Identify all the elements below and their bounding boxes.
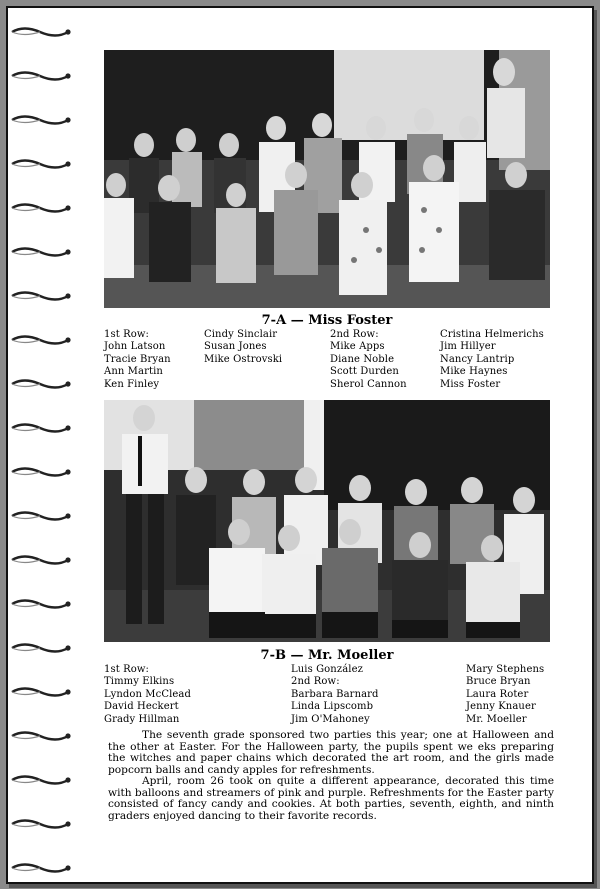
spiral-ring-icon [10, 334, 72, 346]
class-photo-7a [104, 50, 550, 308]
name-entry: Barbara Barnard [291, 688, 379, 700]
spiral-ring-icon [10, 774, 72, 786]
name-entry: Tracie Bryan [104, 353, 171, 365]
name-entry: 2nd Row: [330, 329, 379, 340]
name-entry: 1st Row: [104, 664, 149, 675]
name-entry: David Heckert [104, 701, 179, 713]
article-text [108, 730, 554, 822]
spiral-ring-icon [10, 378, 72, 390]
spiral-binding [10, 8, 80, 882]
name-entry: Miss Foster [440, 378, 501, 390]
spiral-ring-icon [10, 554, 72, 566]
spiral-ring-icon [10, 290, 72, 302]
name-entry: Diane Noble [330, 353, 395, 365]
names-column-7a-3 [330, 329, 407, 391]
spiral-ring-icon [10, 422, 72, 434]
spiral-ring-icon [10, 598, 72, 610]
name-entry: Mike Ostrovski [204, 353, 283, 365]
names-column-7a-1 [104, 329, 171, 391]
spiral-ring-icon [10, 70, 72, 82]
names-column-7a-4 [440, 329, 544, 391]
name-entry: Laura Roter [466, 688, 529, 700]
class-title-7b: 7-B — Mr. Moeller [260, 648, 394, 663]
spiral-ring-icon [10, 510, 72, 522]
names-column-7b-2 [291, 664, 379, 726]
spiral-ring-icon [10, 466, 72, 478]
name-entry: Bruce Bryan [466, 676, 531, 688]
name-entry: Cindy Sinclair [204, 329, 278, 340]
names-column-7a-2 [204, 329, 282, 366]
name-entry: John Latson [104, 341, 166, 353]
spiral-ring-icon [10, 26, 72, 38]
name-entry: Jim Hillyer [440, 341, 496, 353]
name-entry: Susan Jones [204, 341, 267, 353]
name-entry: Linda Lipscomb [291, 701, 374, 713]
spiral-ring-icon [10, 818, 72, 830]
names-column-7b-1 [104, 664, 191, 726]
name-entry: Cristina Helmerichs [440, 329, 544, 340]
name-entry: Jenny Knauer [466, 701, 536, 713]
yearbook-page [6, 6, 594, 884]
name-entry: Luis González [291, 664, 363, 675]
name-entry: Nancy Lantrip [440, 353, 515, 365]
name-entry: Mike Apps [330, 341, 385, 353]
spiral-ring-icon [10, 730, 72, 742]
name-entry: Jim O'Mahoney [291, 713, 370, 725]
name-entry: 2nd Row: [291, 676, 340, 688]
paragraph-2: April, room 26 took on quite a different appearance, decorated this time with balloons and streamers of pink and purple. Refreshments for the Easter party consisted of fancy candy and cookies. At both parties, seventh, eighth, and ninth graders enjoyed dancing to their favorite records. [108, 775, 554, 822]
spiral-ring-icon [10, 686, 72, 698]
spiral-ring-icon [10, 642, 72, 654]
name-entry: 1st Row: [104, 329, 149, 340]
name-entry: Ann Martin [104, 366, 163, 378]
spiral-ring-icon [10, 246, 72, 258]
name-entry: Grady Hillman [104, 713, 180, 725]
name-entry: Lyndon McClead [104, 688, 191, 700]
name-entry: Sherol Cannon [330, 378, 407, 390]
name-entry: Ken Finley [104, 378, 160, 390]
name-entry: Mr. Moeller [466, 713, 527, 725]
spiral-ring-icon [10, 158, 72, 170]
name-entry: Scott Durden [330, 366, 399, 378]
class-title-7a: 7-A — Miss Foster [261, 313, 393, 328]
names-column-7b-3 [466, 664, 544, 726]
spiral-ring-icon [10, 114, 72, 126]
spiral-ring-icon [10, 862, 72, 874]
name-entry: Mike Haynes [440, 366, 508, 378]
class-photo-7b [104, 400, 550, 642]
name-entry: Mary Stephens [466, 664, 545, 675]
name-entry: Timmy Elkins [104, 676, 175, 688]
spiral-ring-icon [10, 202, 72, 214]
paragraph-1: The seventh grade sponsored two parties this year; one at Halloween and the other at Easter. For the Halloween party, the pupils spent we eks preparing the witches and paper chains which decorated the art room, and the girls made popcorn balls and candy apples for refreshments. [108, 729, 554, 776]
